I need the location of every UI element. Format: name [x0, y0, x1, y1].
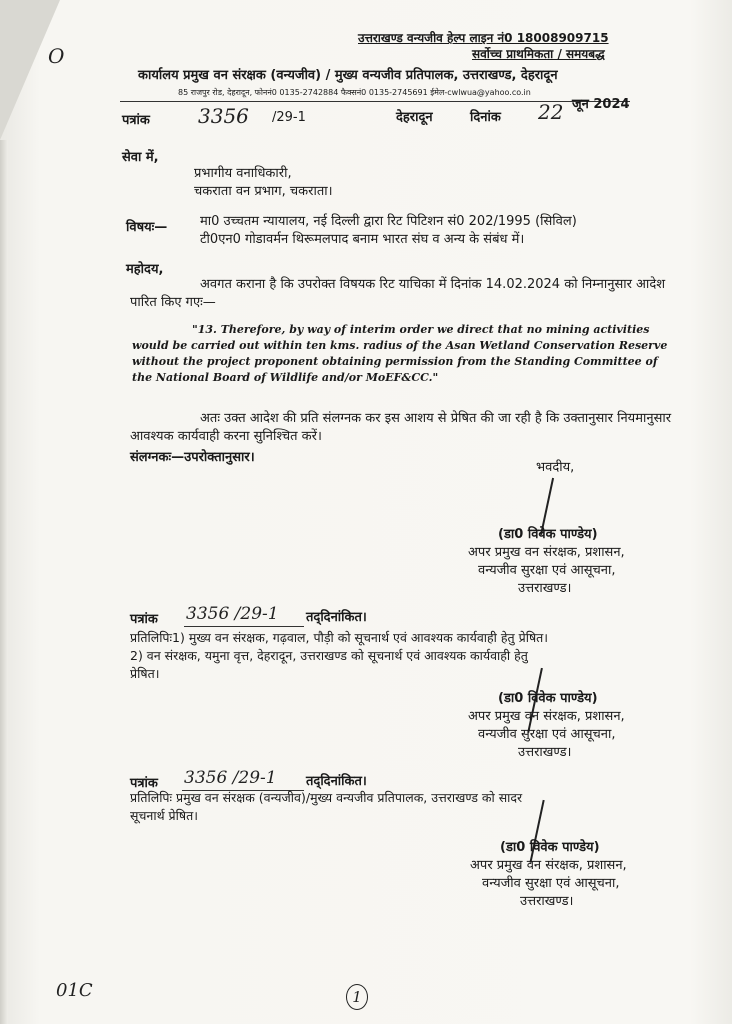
- helpline-text: उत्तराखण्ड वन्यजीव हेल्प लाइन नं0 18008909715: [358, 31, 609, 45]
- priority-text: सर्वोच्च प्राथमिकता / समयबद्ध: [472, 47, 605, 61]
- signatory-name-1: (डा0 विवेक पाण्डेय): [498, 527, 598, 542]
- copy1-tad-dinankit: तद्‌दिनांकित।: [306, 610, 367, 625]
- copy2-tad-dinankit: तद्‌दिनांकित।: [306, 774, 367, 789]
- top-handwritten-mark: O: [48, 44, 65, 68]
- ref-label: पत्रांक: [122, 113, 150, 128]
- date-month-year: जून 2024: [572, 97, 630, 112]
- signatory-title1-2: अपर प्रमुख वन संरक्षक, प्रशासन,: [468, 709, 625, 724]
- office-address: 85 राजपुर रोड, देहरादून, फोननं0 0135-2742884 फैक्सनं0 0135-2745691 ईमेल-cwlwua@yahoo.co.in: [178, 88, 531, 97]
- copy2-line2: सूचनार्थ प्रेषित।: [130, 808, 198, 823]
- copy2-ref-label: पत्रांक: [130, 776, 158, 791]
- copy2-line1: प्रतिलिपिः प्रमुख वन संरक्षक (वन्यजीव)/मुख्य वन्यजीव प्रतिपालक, उत्तराखण्ड को सादर: [130, 790, 523, 805]
- signatory-title2-3: वन्यजीव सुरक्षा एवं आसूचना,: [482, 876, 620, 891]
- copy1-line2: 2) वन संरक्षक, यमुना वृत्त, देहरादून, उत्तराखण्ड को सूचनार्थ एवं आवश्यक कार्यवाही हेतु: [130, 648, 528, 663]
- subject-line1: मा0 उच्चतम न्यायालय, नई दिल्ली द्वारा रिट पिटिशन सं0 202/1995 (सिविल): [200, 214, 577, 229]
- bottom-left-handwritten-mark: 01C: [56, 980, 93, 1001]
- closing-text: भवदीय,: [536, 460, 575, 475]
- copy1-ref-handwritten: 3356 /29-1: [186, 604, 279, 624]
- signatory-title3-2: उत्तराखण्ड।: [518, 745, 572, 760]
- office-title: कार्यालय प्रमुख वन संरक्षक (वन्यजीव) / मुख्य वन्यजीव प्रतिपालक, उत्तराखण्ड, देहरादून: [138, 68, 558, 83]
- subject-line2: टी0एन0 गोडावर्मन थिरूमलपाद बनाम भारत संघ व अन्य के संबंध में।: [200, 232, 525, 247]
- date-day-handwritten: 22: [538, 100, 564, 124]
- ref-number-handwritten: 3356: [198, 104, 249, 128]
- body-paragraph-2: अतः उक्त आदेश की प्रति संलग्नक कर इस आशय से प्रेषित की जा रही है कि उक्तानुसार नियमानुसार आवश्यक कार्यवाही करना सुनिश्चित करें।: [130, 411, 672, 444]
- addressee-line1: प्रभागीय वनाधिकारी,: [194, 166, 292, 181]
- subject-label: विषयः—: [126, 220, 168, 235]
- signatory-title1-3: अपर प्रमुख वन संरक्षक, प्रशासन,: [470, 858, 627, 873]
- copy1-ref-underline: [184, 626, 304, 627]
- signatory-title2-1: वन्यजीव सुरक्षा एवं आसूचना,: [478, 563, 616, 578]
- enclosure-line: संलग्नकः—उपरोक्तानुसार।: [130, 450, 255, 465]
- salutation: महोदय,: [126, 262, 164, 277]
- seva-label: सेवा में,: [122, 150, 159, 165]
- page-number-circled: 1: [346, 984, 368, 1010]
- copy2-ref-handwritten: 3356 /29-1: [184, 768, 277, 788]
- ref-suffix: /29-1: [272, 110, 306, 125]
- folded-corner: [0, 0, 60, 140]
- copy1-line3: प्रेषित।: [130, 666, 160, 681]
- signatory-title3-1: उत्तराखण्ड।: [518, 581, 572, 596]
- addressee-line2: चकराता वन प्रभाग, चकराता।: [194, 184, 333, 199]
- signatory-name-2: (डा0 विवेक पाण्डेय): [498, 691, 598, 706]
- court-order-quote: "13. Therefore, by way of interim order we direct that no mining activities would be carried out within ten kms. radius of the Asan Wetland Conservation Reserve without the project proponent obtaining permission from the Standing Committee of the National Board of Wildlife and/or MoEF&CC.": [132, 323, 668, 384]
- signatory-title1-1: अपर प्रमुख वन संरक्षक, प्रशासन,: [468, 545, 625, 560]
- body-paragraph-1: अवगत कराना है कि उपरोक्त विषयक रिट याचिका में दिनांक 14.02.2024 को निम्नानुसार आदेश पारित किए गएः—: [130, 277, 666, 310]
- copy1-line1: प्रतिलिपिः1) मुख्य वन संरक्षक, गढ़वाल, पौड़ी को सूचनार्थ एवं आवश्यक कार्यवाही हेतु प्रेषित।: [130, 630, 549, 645]
- ref-city: देहरादून: [396, 110, 433, 125]
- signatory-title2-2: वन्यजीव सुरक्षा एवं आसूचना,: [478, 727, 616, 742]
- date-label: दिनांक: [470, 110, 501, 125]
- signatory-title3-3: उत्तराखण्ड।: [520, 894, 574, 909]
- signatory-name-3: (डा0 विवेक पाण्डेय): [500, 840, 600, 855]
- copy1-ref-label: पत्रांक: [130, 612, 158, 627]
- page-edge-shadow: [0, 140, 8, 1024]
